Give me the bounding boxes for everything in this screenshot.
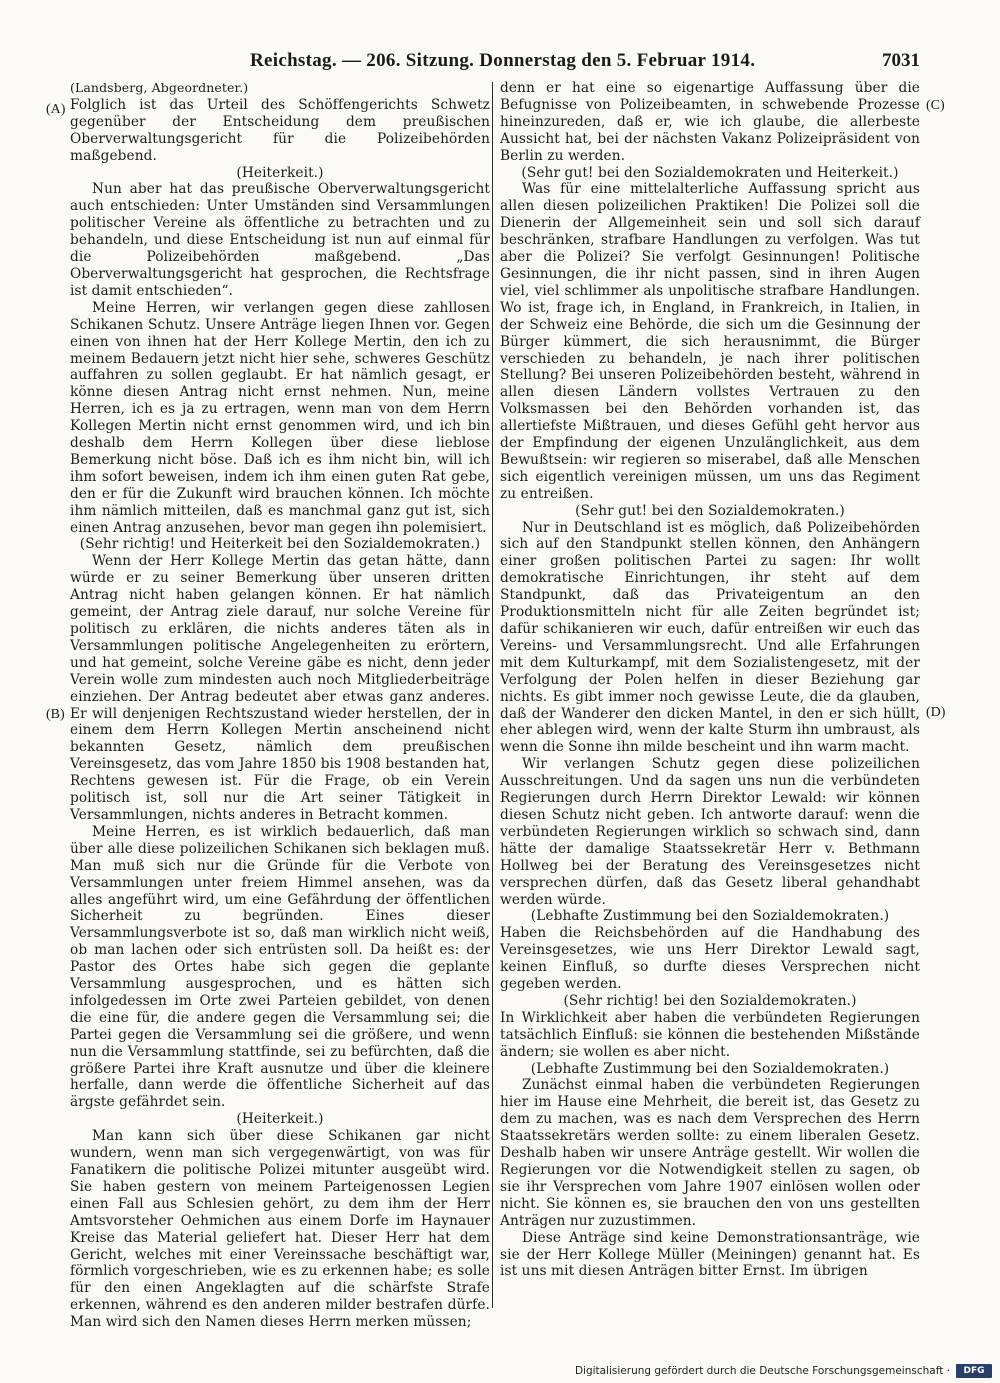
- left-column: [70, 80, 490, 1331]
- paragraph: In Wirklichkeit aber haben die verbündeten Regierungen tatsächlich Einfluß: sie können die bestehenden Mißstände ändern; sie wollen es aber nicht.: [500, 1009, 920, 1060]
- reaction: (Heiterkeit.): [236, 1111, 324, 1128]
- reaction: (Heiterkeit.): [236, 164, 324, 181]
- reaction: (Sehr richtig! und Heiterkeit bei den Sozialdemokraten.): [79, 536, 481, 553]
- column-divider: [492, 82, 493, 1308]
- margin-marker-b: (B): [46, 707, 65, 722]
- paragraph: Nun aber hat das preußische Oberverwaltungsgericht auch entschieden: Unter Umständen sind Versammlungen politischer Vereine als öffentliche zu betrachten und zu behandeln, und diese Entscheidung ist nun auf einmal für die Polizeibehörden maßgebend. „Das Oberverwaltungsgericht hat gesprochen, die Rechtsfrage ist damit entschieden“.: [70, 181, 490, 299]
- paragraph: Nur in Deutschland ist es möglich, daß Polizeibehörden sich auf den Standpunkt stellen können, den Anhängern einer großen politischen Partei zu sagen: Ihr wollt demokratische Einrichtungen, ihr steht auf dem Standpunkt, daß das Privateigentum an den Produktionsmitteln nicht für alle Zeiten begründet ist; dafür schikanieren wir euch, dafür entreißen wir euch das Vereins- und Versammlungsrecht. Und alle Erfahrungen mit dem Kulturkampf, mit dem Sozialistengesetz, mit der Verfolgung der Polen helfen in dieser Beziehung gar nichts. Es gibt immer noch gewisse Leute, die da glauben, daß der Wanderer den dicken Mantel, in den er sich hüllt, eher ablegen wird, wenn der kalte Sturm ihn umbraust, als wenn die Sonne ihn milde bescheint und ihn warm macht.: [500, 519, 920, 756]
- right-column: [500, 80, 920, 1280]
- page-number: 7031: [882, 50, 920, 71]
- paragraph: Haben die Reichsbehörden auf die Handhabung des Vereinsgesetzes, wie uns Herr Direktor Lewald sagt, keinen Einfluß, so durfte dieses Versprechen nicht gegeben werden.: [500, 925, 920, 993]
- paragraph: Wir verlangen Schutz gegen diese polizeilichen Ausschreitungen. Und da sagen uns nun die verbündeten Regierungen durch Herrn Direktor Lewald: wir können diesen Schutz nicht geben. Ich antworte darauf: wenn die verbündeten Regierungen wirklich so schwach sind, dann hätte der damalige Staatssekretär Herr v. Bethmann Hollweg bei der Beratung des Vereinsgesetzes nicht versprechen dürfen, daß das Gesetz liberal gehandhabt werden würde.: [500, 756, 920, 908]
- paragraph: Wenn der Herr Kollege Mertin das getan hätte, dann würde er zu seiner Bemerkung über unseren dritten Antrag nicht haben gelangen können. Er hat nämlich gemeint, der Antrag ziele darauf, nur solche Vereine für politisch zu erklären, die nichts anderes täten als in Versammlungen politische Angelegenheiten zu erörtern, und hat gemeint, solche Vereine gäbe es nicht, denn jeder Verein wolle zum mindesten auch noch Mitgliederbeiträge einziehen. Der Antrag bedeutet aber etwas ganz anderes. Er will denjenigen Rechtszustand wieder herstellen, der in einem dem Herrn Kollegen Mertin anscheinend nicht bekannten Gesetz, nämlich dem preußischen Vereinsgesetz, das vom Jahre 1850 bis 1908 bestanden hat, Rechtens gewesen ist. Für die Frage, ob ein Verein politisch ist, soll nur die Art seiner Tätigkeit in Versammlungen, nichts anderes in Betracht kommen.: [70, 553, 490, 823]
- footer: [574, 1364, 992, 1380]
- paragraph: denn er hat eine so eigenartige Auffassung über die Befugnisse von Polizeibeamten, in schwebende Prozesse hineinzureden, daß er, wie ich glaube, die allerbeste Aussicht hat, bei der nächsten Vakanz Polizeipräsident von Berlin zu werden.: [500, 80, 920, 164]
- reaction: (Lebhafte Zustimmung bei den Sozialdemokraten.): [530, 908, 890, 925]
- speaker-label: (Landsberg, Abgeordneter.): [70, 80, 249, 95]
- reaction: (Sehr gut! bei den Sozialdemokraten.): [575, 502, 845, 519]
- page-header: [250, 50, 920, 76]
- paragraph: Was für eine mittelalterliche Auffassung spricht aus allen diesen polizeilichen Praktiken! Die Polizei soll die Dienerin der Allgemeinheit sein und soll sich darauf beschränken, strafbare Handlungen zu verfolgen. Was tut aber die Polizei? Sie verfolgt Gesinnungen! Politische Gesinnungen, die ihr nicht passen, sind in ihren Augen viel, viel schlimmer als unpolitische strafbare Handlungen. Wo ist, frage ich, in England, in Frankreich, in Italien, in der Schweiz eine Behörde, die sich um die Gesinnung der Bürger kümmert, die sich herausnimmt, die Bürger verschieden zu behandeln, je nach ihrer politischen Stellung? Bei unseren Polizeibehörden besteht, während in allen diesen Ländern vollstes Vertrauen zu den Volksmassen bei den Behörden vorhanden ist, das allertiefste Mißtrauen, und dieses Gefühl geht hervor aus der Empfindung der eigenen Unzulänglichkeit, aus dem Bewußtsein: wir regieren so miserabel, daß alle Menschen sich eigentlich vereinigen müssen, um uns das Regiment zu entreißen.: [500, 181, 920, 502]
- paragraph: Diese Anträge sind keine Demonstrationsanträge, wie sie der Herr Kollege Müller (Meiningen) genannt hat. Es ist uns mit diesen Anträgen bitter Ernst. Im übrigen: [500, 1229, 920, 1280]
- funding-notice: Digitalisierung gefördert durch die Deutsche Forschungsgemeinschaft ·: [574, 1365, 950, 1377]
- reaction: (Sehr gut! bei den Sozialdemokraten und Heiterkeit.): [521, 164, 899, 181]
- paragraph: Meine Herren, wir verlangen gegen diese zahllosen Schikanen Schutz. Unsere Anträge liegen Ihnen vor. Gegen einen von ihnen hat der Herr Kollege Mertin, den ich zu meinem Bedauern jetzt nicht hier sehe, schweres Geschütz auffahren zu sollen geglaubt. Er hat nämlich gesagt, er könne diesen Antrag nicht ernst nehmen. Nun, meine Herren, ich es ja zu ertragen, wenn man von dem Herrn Kollegen Mertin nicht ernst genommen wird, und ich bin deshalb dem Herrn Kollegen über diese lieblose Bemerkung nicht böse. Daß ich es ihm nicht bin, will ich ihm sofort beweisen, indem ich ihm einen guten Rat gebe, den er für die Zukunft wird brauchen können. Ich möchte ihm nämlich mitteilen, daß es manchmal ganz gut ist, sich einen Antrag anzusehen, bevor man gegen ihn polemisiert.: [70, 299, 490, 536]
- paragraph: Meine Herren, es ist wirklich bedauerlich, daß man über alle diese polizeilichen Schikanen sich beklagen muß. Man muß sich nur die Gründe für die Verbote von Versammlungen unter freiem Himmel ansehen, was da alles angeführt wird, um eine Gefährdung der öffentlichen Sicherheit zu begründen. Eines dieser Versammlungsverbote ist so, daß man wirklich nicht weiß, ob man lachen oder sich entrüsten soll. Da heißt es: der Pastor des Ortes habe sich gegen die geplante Versammlung ausgesprochen, und es hätten sich infolgedessen im Orte zwei Parteien gebildet, von denen die eine für, die andere gegen die Versammlung sei; die Partei gegen die Versammlung sei die größere, und wenn nun die Versammlung stattfinde, sei zu befürchten, daß die größere Partei ihre Kraft ausnutze und über die kleinere herfalle, dann werde die öffentliche Sicherheit auf das ärgste gefährdet sein.: [70, 823, 490, 1111]
- dfg-logo: DFG: [956, 1364, 992, 1378]
- paragraph: Folglich ist das Urteil des Schöffengerichts Schwetz gegenüber der Entscheidung dem preußischen Oberverwaltungsgericht für die Polizeibehörden maßgebend.: [70, 96, 490, 164]
- page-title: Reichstag. — 206. Sitzung. Donnerstag den 5. Februar 1914.: [250, 50, 756, 71]
- reaction: (Sehr richtig! bei den Sozialdemokraten.): [563, 992, 857, 1009]
- paragraph: Zunächst einmal haben die verbündeten Regierungen hier im Hause eine Mehrheit, die bereit ist, das Gesetz zu dem zu machen, was es nach dem Versprechen des Herrn Staatssekretärs werden sollte: zu einem liberalen Gesetz. Deshalb haben wir unsere Anträge gestellt. Wir wollen die Regierungen vor die Notwendigkeit stellen zu sagen, ob sie ihr Versprechen vom Jahre 1907 einlösen wollen oder nicht. Sie können es, sie brauchen den von uns gestellten Anträgen nur zuzustimmen.: [500, 1077, 920, 1229]
- margin-marker-a: (A): [46, 102, 66, 117]
- margin-marker-d: (D): [926, 705, 946, 720]
- paragraph: Man kann sich über diese Schikanen gar nicht wundern, wenn man sich vergegenwärtigt, von was für Fanatikern die politische Polizei mitunter ausgeübt wird. Sie haben gestern von meinem Parteigenossen Legien einen Fall aus Schlesien gehört, zu dem ihm der Herr Amtsvorsteher Oehmichen aus einem Dorfe im Haynauer Kreise das Material geliefert hat. Dieser Herr hat dem Gericht, welches mit einer Vereinssache beschäftigt war, förmlich vorgeschrieben, wie es zu erkennen habe; es solle für den einen Angeklagten auf die schärfste Strafe erkennen, während es den anderen milder bestrafen dürfe. Man wird sich den Namen dieses Herrn merken müssen;: [70, 1128, 490, 1331]
- margin-marker-c: (C): [926, 98, 945, 113]
- reaction: (Lebhafte Zustimmung bei den Sozialdemokraten.): [530, 1060, 890, 1077]
